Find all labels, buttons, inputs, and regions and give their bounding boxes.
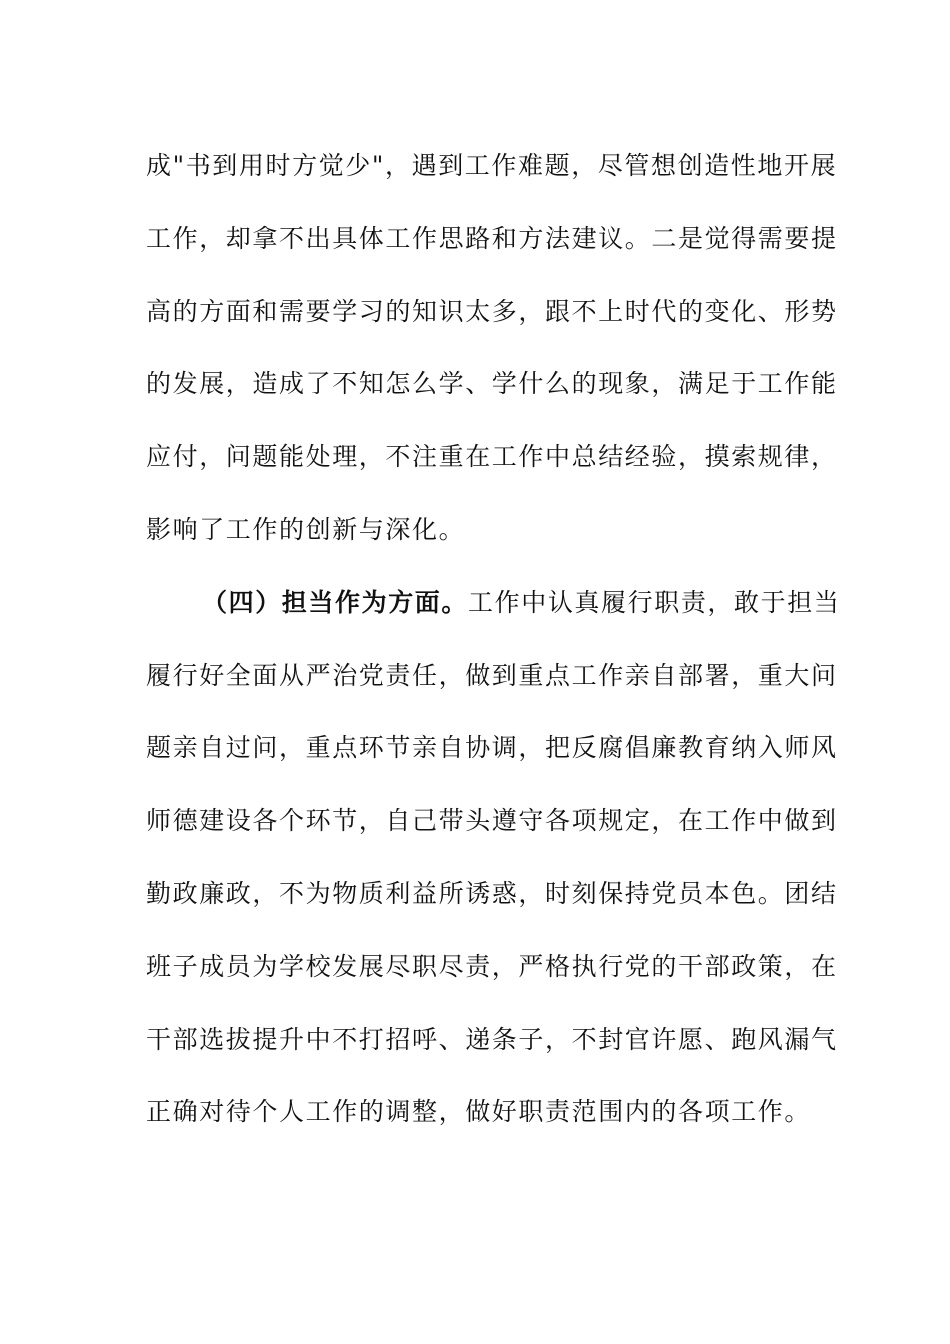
section4-heading: （四）担当作为方面。 — [202, 587, 469, 617]
section4-first-line — [146, 567, 841, 640]
para1-line-2: 工作，却拿不出具体工作思路和方法建议。二是觉得需要提 — [146, 223, 838, 253]
para1-line-3: 高的方面和需要学习的知识太多，跟不上时代的变化、形势 — [146, 296, 838, 326]
section4-line-5: 勤政廉政，不为物质利益所诱惑，时刻保持党员本色。团结 — [146, 878, 838, 908]
section4-line-8: 正确对待个人工作的调整，做好职责范围内的各项工作。 — [146, 1097, 812, 1127]
para1-line-6: 影响了工作的创新与深化。 — [146, 514, 466, 544]
para1-line-5: 应付，问题能处理，不注重在工作中总结经验，摸索规律， — [146, 442, 838, 472]
section4-line-2: 履行好全面从严治党责任，做到重点工作亲自部署，重大问 — [146, 660, 838, 690]
para1-line-1: 成"书到用时方觉少"，遇到工作难题，尽管想创造性地开展 — [146, 151, 838, 180]
document-body — [146, 130, 841, 1149]
section4-line-7: 干部选拔提升中不打招呼、递条子，不封官许愿、跑风漏气 — [146, 1024, 838, 1054]
section4-line-6: 班子成员为学校发展尽职尽责，严格执行党的干部政策，在 — [146, 951, 838, 981]
para1-line-4: 的发展，造成了不知怎么学、学什么的现象，满足于工作能 — [146, 369, 838, 399]
section4-line-3: 题亲自过问，重点环节亲自协调，把反腐倡廉教育纳入师风 — [146, 733, 838, 763]
section4-line-4: 师德建设各个环节，自己带头遵守各项规定，在工作中做到 — [146, 806, 838, 836]
section4-first-line-rest: 工作中认真履行职责，敢于担当 — [468, 587, 841, 617]
